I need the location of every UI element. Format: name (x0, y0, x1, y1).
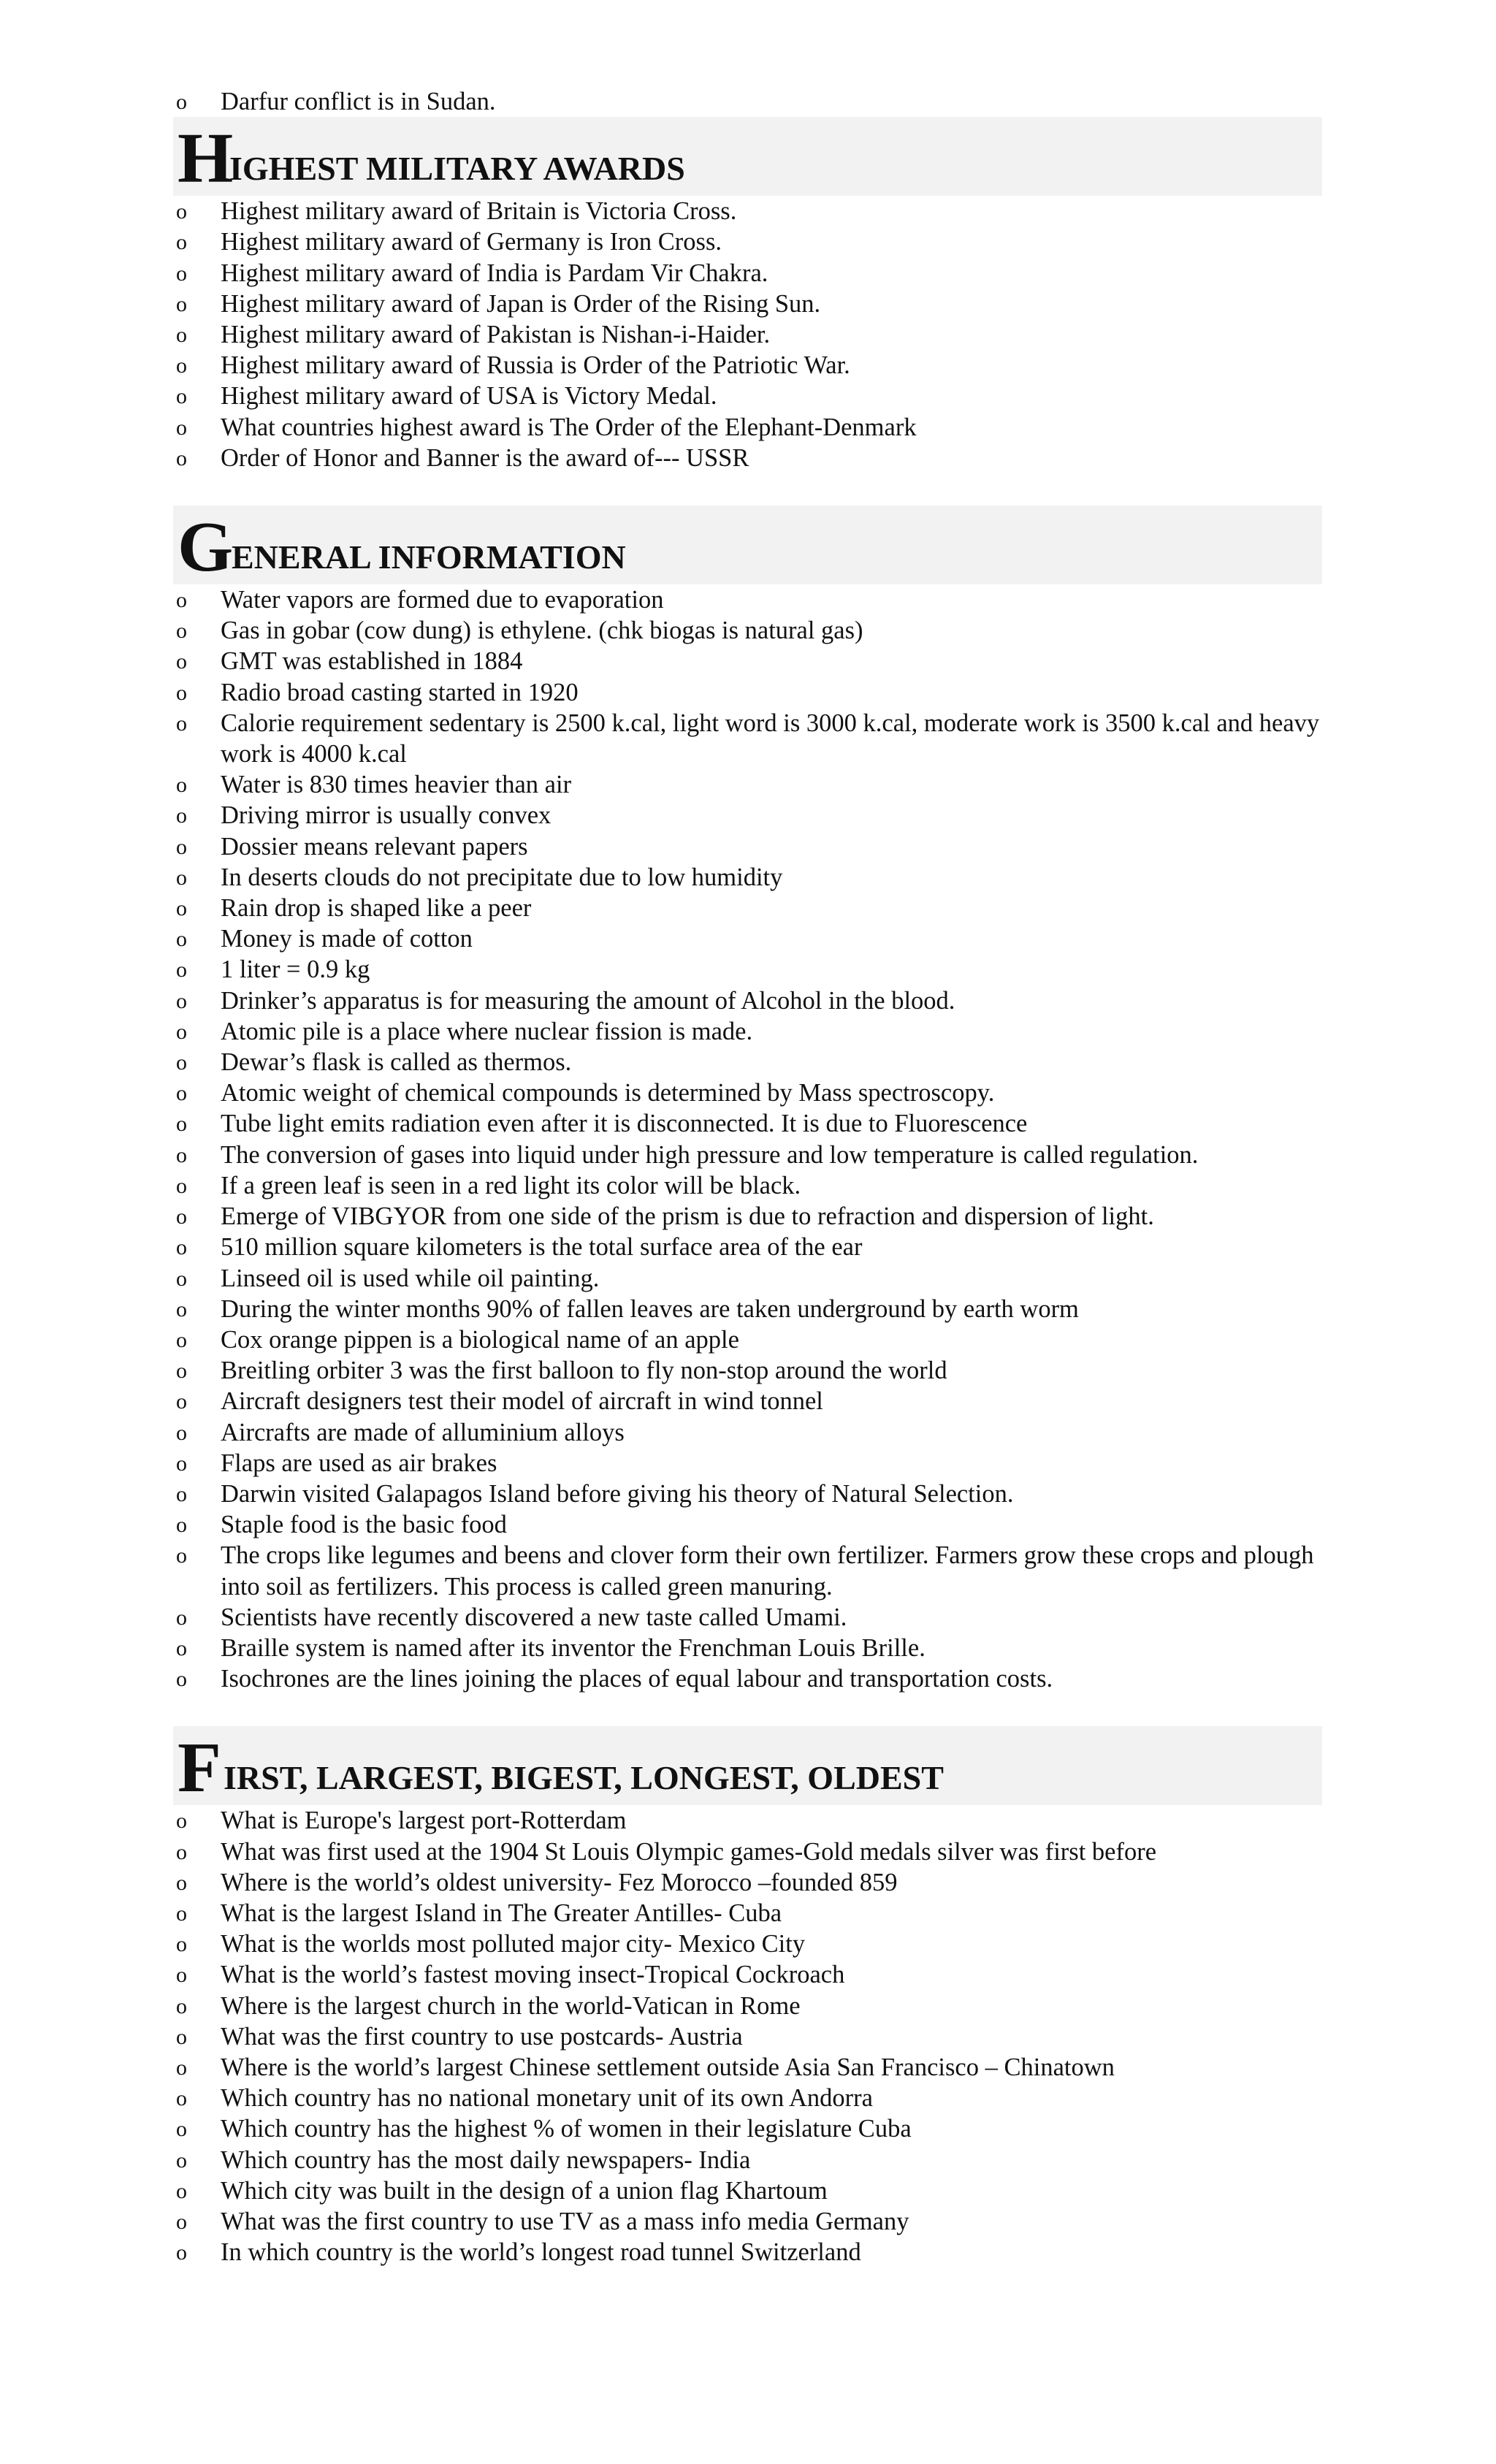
bullet-icon: o (176, 446, 187, 470)
bullet-icon: o (176, 1081, 187, 1106)
item-text: Dossier means relevant papers (221, 832, 528, 861)
bullet-icon: o (176, 323, 187, 348)
list-item (173, 584, 1322, 615)
section-heading (173, 117, 1322, 199)
item-text: 1 liter = 0.9 kg (221, 956, 370, 984)
item-text: Cox orange pippen is a biological name of an apple (221, 1325, 739, 1354)
item-text: What was the first country to use TV as a mass info media Germany (221, 2207, 909, 2235)
list-item (173, 615, 1322, 646)
bullet-icon: o (176, 1870, 187, 1895)
bullet-icon: o (176, 2117, 187, 2142)
bullet-icon: o (176, 2178, 187, 2203)
list-item (173, 2145, 1322, 2175)
item-text: Rain drop is shaped like a peer (221, 894, 532, 923)
list-item (173, 862, 1322, 893)
list-item (173, 1805, 1322, 1836)
item-text: Where is the world’s oldest university- Fez Morocco –founded 859 (221, 1868, 898, 1896)
item-text: Highest military award of India is Pardam Vir Chakra. (221, 259, 768, 287)
item-text: Highest military award of USA is Victory Medal. (221, 382, 717, 411)
bullet-icon: o (176, 1389, 187, 1414)
item-text: Braille system is named after its inventor the Frenchman Louis Brille. (221, 1633, 926, 1662)
bullet-icon: o (176, 2086, 187, 2111)
bullet-icon: o (176, 958, 187, 983)
list-item (173, 2021, 1322, 2052)
section-first-largest (173, 1726, 1322, 2267)
bullet-icon: o (176, 1667, 187, 1692)
item-text: 510 million square kilometers is the total surface area of the ear (221, 1233, 863, 1262)
item-text: Emerge of VIBGYOR from one side of the prism is due to refraction and dispersion of light. (221, 1202, 1154, 1231)
section-spacer (173, 473, 1322, 506)
list-item (173, 1201, 1322, 1232)
bullet-icon: o (176, 384, 187, 409)
bullet-icon: o (176, 1963, 187, 1988)
list-item (173, 1509, 1322, 1540)
item-text: In which country is the world’s longest road tunnel Switzerland (221, 2238, 861, 2267)
list-item (173, 86, 1322, 117)
item-text: Darfur conflict is in Sudan. (221, 88, 496, 115)
section-list (173, 584, 1322, 1694)
item-text: Which country has no national monetary unit of its own Andorra (221, 2084, 873, 2113)
item-text: What is the world’s fastest moving insect-Tropical Cockroach (221, 1961, 845, 1989)
item-text: What countries highest award is The Order of the Elephant-Denmark (221, 413, 917, 441)
list-item (173, 1836, 1322, 1867)
list-item (173, 1324, 1322, 1355)
bullet-icon: o (176, 1605, 187, 1630)
item-text: In deserts clouds do not precipitate due to low humidity (221, 863, 783, 891)
item-text: Driving mirror is usually convex (221, 801, 552, 830)
bullet-icon: o (176, 230, 187, 255)
list-item (173, 1602, 1322, 1633)
bullet-icon: o (176, 90, 187, 114)
bullet-icon: o (176, 415, 187, 440)
list-item (173, 1867, 1322, 1898)
section-list (173, 196, 1322, 473)
bullet-icon: o (176, 1266, 187, 1291)
list-item (173, 1016, 1322, 1047)
list-item (173, 2052, 1322, 2083)
item-text: Highest military award of Germany is Iron Cross. (221, 228, 722, 256)
list-item (173, 2175, 1322, 2206)
bullet-icon: o (176, 1173, 187, 1198)
list-item (173, 319, 1322, 350)
list-item (173, 677, 1322, 708)
list-item (173, 196, 1322, 226)
list-item (173, 800, 1322, 831)
list-item (173, 1479, 1322, 1509)
list-item (173, 1898, 1322, 1929)
list-item (173, 954, 1322, 985)
item-text: Drinker’s apparatus is for measuring the amount of Alcohol in the blood. (221, 986, 955, 1015)
bullet-icon: o (176, 865, 187, 890)
bullet-icon: o (176, 1327, 187, 1352)
bullet-icon: o (176, 1205, 187, 1229)
section-heading (173, 1726, 1322, 1808)
item-text: Aircrafts are made of alluminium alloys (221, 1418, 625, 1446)
item-text: The conversion of gases into liquid under high pressure and low temperature is called regulation. (221, 1140, 1199, 1169)
item-text: Water vapors are formed due to evaporation (221, 586, 664, 614)
list-item (173, 2237, 1322, 2267)
bullet-icon: o (176, 1359, 187, 1384)
item-text: Radio broad casting started in 1920 (221, 678, 579, 706)
section-military-awards (173, 117, 1322, 473)
item-text: What was the first country to use postcards- Austria (221, 2022, 743, 2051)
item-text: What is the worlds most polluted major city- Mexico City (221, 1930, 806, 1958)
heading-drop-cap: H (178, 119, 234, 199)
list-item (173, 831, 1322, 862)
bullet-icon: o (176, 2209, 187, 2234)
item-text: Staple food is the basic food (221, 1511, 507, 1539)
list-item (173, 1663, 1322, 1694)
item-text: GMT was established in 1884 (221, 647, 523, 676)
item-text: Linseed oil is used while oil painting. (221, 1264, 600, 1292)
bullet-icon: o (176, 1050, 187, 1075)
item-text: What is the largest Island in The Greater Antilles- Cuba (221, 1899, 782, 1927)
list-item (173, 381, 1322, 411)
list-item (173, 412, 1322, 443)
document-content (173, 86, 1322, 2267)
bullet-icon: o (176, 927, 187, 952)
list-item (173, 893, 1322, 923)
item-text: During the winter months 90% of fallen leaves are taken underground by earth worm (221, 1294, 1079, 1323)
heading-text: ENERAL INFORMATION (232, 538, 626, 576)
item-text: Isochrones are the lines joining the places of equal labour and transportation costs. (221, 1665, 1053, 1693)
item-text: What is Europe's largest port-Rotterdam (221, 1807, 627, 1835)
list-item (173, 1108, 1322, 1139)
item-text: Water is 830 times heavier than air (221, 771, 572, 799)
list-item (173, 1077, 1322, 1108)
intro-list (173, 86, 1322, 117)
heading-text: IGHEST MILITARY AWARDS (229, 150, 685, 188)
bullet-icon: o (176, 1839, 187, 1864)
bullet-icon: o (176, 834, 187, 859)
bullet-icon: o (176, 2240, 187, 2265)
list-item (173, 289, 1322, 319)
section-spacer (173, 1694, 1322, 1726)
bullet-icon: o (176, 1513, 187, 1538)
bullet-icon: o (176, 1019, 187, 1044)
item-text: Tube light emits radiation even after it is disconnected. It is due to Fluorescence (221, 1110, 1028, 1138)
item-text: Atomic pile is a place where nuclear fission is made. (221, 1017, 753, 1045)
item-text: Gas in gobar (cow dung) is ethylene. (chk biogas is natural gas) (221, 617, 863, 645)
bullet-icon: o (176, 354, 187, 378)
bullet-icon: o (176, 773, 187, 798)
item-text: Which city was built in the design of a union flag Khartoum (221, 2176, 828, 2205)
list-item (173, 1386, 1322, 1416)
item-text: Which country has the most daily newspapers- India (221, 2145, 751, 2174)
list-item (173, 1355, 1322, 1386)
list-item (173, 1170, 1322, 1201)
bullet-icon: o (176, 588, 187, 613)
bullet-icon: o (176, 2148, 187, 2173)
list-item (173, 350, 1322, 381)
bullet-icon: o (176, 1143, 187, 1167)
item-text: Highest military award of Japan is Order of the Rising Sun. (221, 289, 821, 318)
list-item (173, 1140, 1322, 1170)
list-item (173, 443, 1322, 473)
item-text: Darwin visited Galapagos Island before giving his theory of Natural Selection. (221, 1479, 1014, 1508)
item-text: Highest military award of Britain is Victoria Cross. (221, 197, 737, 226)
bullet-icon: o (176, 1481, 187, 1506)
list-item (173, 258, 1322, 289)
list-item (173, 923, 1322, 954)
bullet-icon: o (176, 680, 187, 705)
list-item (173, 1929, 1322, 1959)
section-list (173, 1805, 1322, 2267)
bullet-icon: o (176, 804, 187, 828)
item-text: Where is the largest church in the world-Vatican in Rome (221, 1991, 801, 2020)
list-item (173, 226, 1322, 257)
item-text: Calorie requirement sedentary is 2500 k.cal, light word is 3000 k.cal, moderate work is 3500 k.cal and heavy work is 4000 k.cal (221, 709, 1320, 768)
bullet-icon: o (176, 1932, 187, 1957)
item-text: Dewar’s flask is called as thermos. (221, 1048, 572, 1077)
bullet-icon: o (176, 619, 187, 644)
bullet-icon: o (176, 1235, 187, 1260)
item-text: The crops like legumes and beens and clover form their own fertilizer. Farmers grow these crops and plough into soil as fertilizers. This process is called green manuring. (221, 1541, 1314, 1601)
item-text: Money is made of cotton (221, 925, 473, 953)
list-item (173, 1991, 1322, 2021)
heading-drop-cap: F (178, 1728, 221, 1808)
item-text: Order of Honor and Banner is the award of--- USSR (221, 443, 749, 472)
bullet-icon: o (176, 1451, 187, 1476)
item-text: Highest military award of Pakistan is Nishan-i-Haider. (221, 321, 771, 349)
list-item (173, 2113, 1322, 2144)
list-item (173, 1232, 1322, 1262)
bullet-icon: o (176, 1297, 187, 1321)
bullet-icon: o (176, 711, 187, 736)
item-text: Atomic weight of chemical compounds is determined by Mass spectroscopy. (221, 1079, 995, 1107)
list-item (173, 1263, 1322, 1294)
list-item (173, 1294, 1322, 1324)
heading-text: IRST, LARGEST, BIGEST, LONGEST, OLDEST (224, 1759, 944, 1797)
list-item (173, 1047, 1322, 1077)
bullet-icon: o (176, 1636, 187, 1660)
item-text: If a green leaf is seen in a red light its color will be black. (221, 1171, 801, 1199)
list-item (173, 2083, 1322, 2113)
list-item (173, 1448, 1322, 1479)
bullet-icon: o (176, 1112, 187, 1137)
item-text: What was first used at the 1904 St Louis Olympic games-Gold medals silver was first before (221, 1837, 1157, 1866)
item-text: Aircraft designers test their model of aircraft in wind tonnel (221, 1387, 823, 1416)
list-item (173, 769, 1322, 800)
section-general-information (173, 506, 1322, 1694)
bullet-icon: o (176, 1809, 187, 1834)
bullet-icon: o (176, 1901, 187, 1926)
bullet-icon: o (176, 1544, 187, 1568)
section-heading (173, 506, 1322, 587)
list-item (173, 2206, 1322, 2237)
item-text: Flaps are used as air brakes (221, 1449, 497, 1477)
bullet-icon: o (176, 988, 187, 1013)
item-text: Breitling orbiter 3 was the first balloon to fly non-stop around the world (221, 1357, 947, 1385)
list-item (173, 708, 1322, 769)
list-item (173, 1417, 1322, 1448)
item-text: Which country has the highest % of women in their legislature Cuba (221, 2115, 912, 2143)
heading-drop-cap: G (178, 508, 234, 587)
bullet-icon: o (176, 649, 187, 674)
bullet-icon: o (176, 1420, 187, 1445)
bullet-icon: o (176, 896, 187, 921)
bullet-icon: o (176, 291, 187, 316)
bullet-icon: o (176, 1994, 187, 2018)
list-item (173, 1540, 1322, 1601)
list-item (173, 1959, 1322, 1990)
item-text: Where is the world’s largest Chinese settlement outside Asia San Francisco – Chinatown (221, 2053, 1115, 2081)
list-item (173, 646, 1322, 676)
item-text: Scientists have recently discovered a new taste called Umami. (221, 1603, 847, 1631)
item-text: Highest military award of Russia is Order of the Patriotic War. (221, 351, 850, 380)
bullet-icon: o (176, 199, 187, 224)
bullet-icon: o (176, 261, 187, 286)
list-item (173, 1633, 1322, 1663)
list-item (173, 985, 1322, 1016)
bullet-icon: o (176, 2055, 187, 2080)
bullet-icon: o (176, 2024, 187, 2049)
